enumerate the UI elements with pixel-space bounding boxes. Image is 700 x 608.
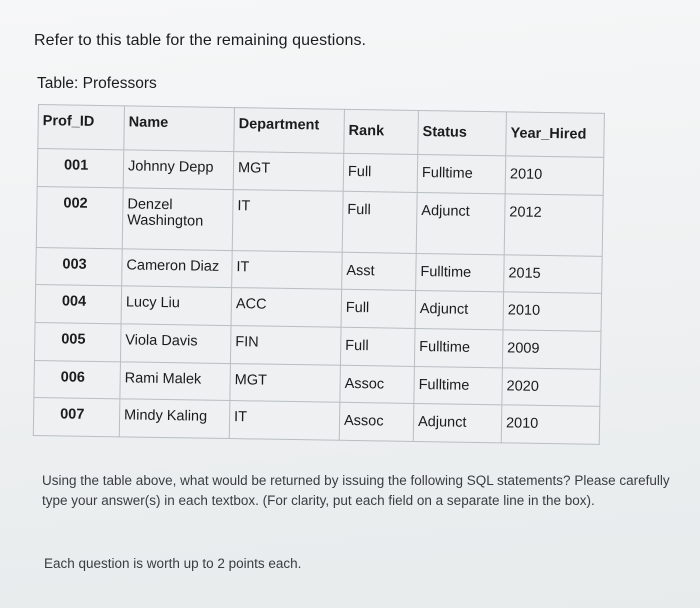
cell-name: Viola Davis: [120, 324, 231, 363]
cell-year-hired: 2015: [504, 255, 603, 294]
cell-prof-id: 005: [34, 322, 121, 361]
table-row: [36, 186, 603, 256]
cell-status: Fulltime: [414, 328, 503, 367]
column-header-year-hired: Year_Hired: [506, 112, 605, 158]
cell-year-hired: 2010: [501, 405, 600, 444]
cell-prof-id: 003: [36, 247, 123, 286]
table-title: Table: Professors: [37, 75, 157, 92]
cell-prof-id: 004: [35, 285, 122, 324]
cell-year-hired: 2012: [504, 193, 603, 256]
cell-department: MGT: [233, 152, 344, 191]
cell-rank: Assoc: [340, 365, 415, 404]
cell-rank: Full: [340, 327, 415, 366]
intro-text: Refer to this table for the remaining questions.: [34, 32, 367, 49]
cell-rank: Full: [341, 290, 416, 329]
cell-status: Fulltime: [416, 253, 505, 292]
cell-department: IT: [232, 189, 343, 252]
cell-rank: Full: [342, 191, 417, 253]
cell-rank: Asst: [342, 252, 417, 291]
cell-prof-id: 006: [34, 360, 121, 399]
cell-rank: Full: [343, 153, 418, 192]
cell-year-hired: 2010: [503, 292, 602, 331]
cell-year-hired: 2009: [502, 330, 601, 369]
cell-status: Fulltime: [414, 366, 503, 405]
cell-name: Lucy Liu: [121, 286, 232, 325]
cell-year-hired: 2020: [502, 367, 601, 406]
cell-status: Adjunct: [413, 404, 502, 443]
cell-status: Adjunct: [415, 291, 504, 330]
cell-prof-id: 001: [37, 149, 124, 188]
cell-prof-id: 002: [36, 186, 123, 248]
column-header-department: Department: [234, 108, 345, 154]
cell-name: Johnny Depp: [123, 150, 234, 189]
cell-prof-id: 007: [33, 398, 120, 437]
table-row: [33, 398, 600, 445]
cell-status: Adjunct: [416, 192, 505, 254]
cell-name: Mindy Kaling: [119, 399, 230, 438]
column-header-prof-id: Prof_ID: [38, 105, 125, 150]
question-text: Using the table above, what would be returned by issuing the following SQL statements? Please carefully type your answer(s) in each textbox. (For clarity, put each field on a separate line in the box).: [42, 473, 670, 508]
cell-department: ACC: [231, 288, 342, 327]
cell-rank: Assoc: [339, 403, 414, 442]
cell-status: Fulltime: [417, 154, 506, 193]
cell-department: IT: [229, 401, 340, 440]
cell-name: Denzel Washington: [122, 187, 233, 250]
column-header-name: Name: [124, 106, 235, 152]
cell-year-hired: 2010: [505, 156, 604, 195]
cell-name: Cameron Diaz: [122, 249, 233, 288]
professors-table: [33, 104, 604, 445]
column-header-rank: Rank: [344, 109, 419, 154]
cell-department: IT: [232, 250, 343, 289]
cell-department: MGT: [230, 363, 341, 402]
points-note: Each question is worth up to 2 points each.: [44, 556, 302, 571]
column-header-status: Status: [418, 110, 507, 155]
cell-department: FIN: [230, 326, 341, 365]
cell-name: Rami Malek: [120, 361, 231, 400]
